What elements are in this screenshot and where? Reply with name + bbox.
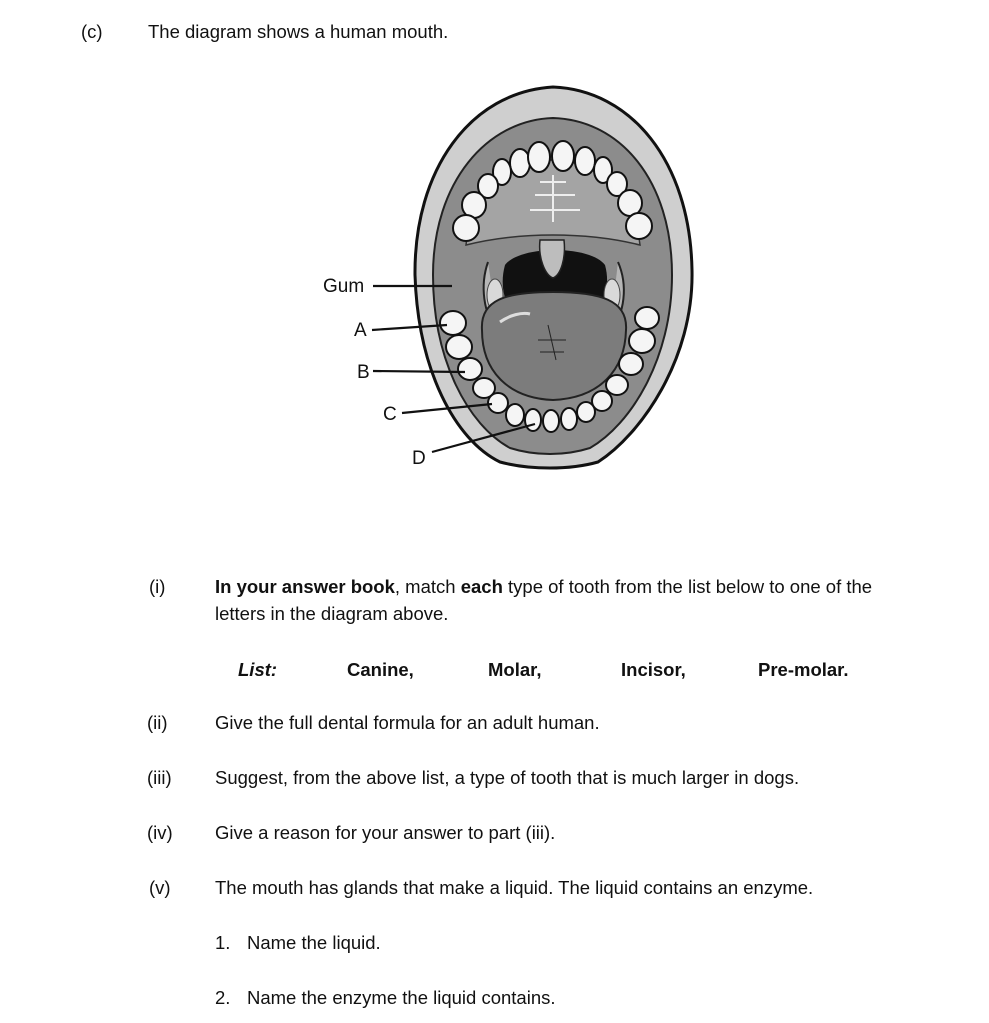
label-b: B bbox=[357, 362, 370, 383]
list-item-premolar: Pre-molar. bbox=[758, 659, 849, 680]
question-iii-number: (iii) bbox=[147, 767, 172, 788]
mouth-diagram bbox=[150, 80, 750, 480]
label-d: D bbox=[412, 448, 426, 469]
question-i-text-line2: letters in the diagram above. bbox=[215, 603, 449, 624]
question-i-number: (i) bbox=[149, 576, 166, 597]
question-v-number: (v) bbox=[149, 877, 171, 898]
b-pointer bbox=[373, 371, 465, 372]
subquestion-1-text: Name the liquid. bbox=[247, 932, 381, 953]
label-gum: Gum bbox=[323, 276, 365, 297]
label-c: C bbox=[383, 404, 397, 425]
question-iv-number: (iv) bbox=[147, 822, 173, 843]
list-item-molar: Molar, bbox=[488, 659, 542, 680]
question-iv-text: Give a reason for your answer to part (iii). bbox=[215, 822, 556, 843]
label-a: A bbox=[354, 320, 367, 341]
question-iii-text: Suggest, from the above list, a type of tooth that is much larger in dogs. bbox=[215, 767, 800, 788]
each-emphasis: each bbox=[460, 576, 503, 597]
list-title: List: bbox=[238, 659, 278, 680]
part-label: (c) bbox=[81, 21, 103, 42]
subquestion-2-text: Name the enzyme the liquid contains. bbox=[247, 987, 556, 1008]
subquestion-1-number: 1. bbox=[215, 932, 231, 953]
question-v-text: The mouth has glands that make a liquid. The liquid contains an enzyme. bbox=[215, 877, 814, 898]
list-item-incisor: Incisor, bbox=[621, 659, 686, 680]
question-i-text: In your answer book, match each type of tooth from the list below to one of the bbox=[215, 576, 873, 597]
question-ii-text: Give the full dental formula for an adult human. bbox=[215, 712, 600, 733]
part-intro: The diagram shows a human mouth. bbox=[148, 21, 449, 42]
answer-book-emphasis: In your answer book bbox=[215, 576, 395, 597]
subquestion-2-number: 2. bbox=[215, 987, 231, 1008]
list-item-canine: Canine, bbox=[347, 659, 414, 680]
question-ii-number: (ii) bbox=[147, 712, 168, 733]
